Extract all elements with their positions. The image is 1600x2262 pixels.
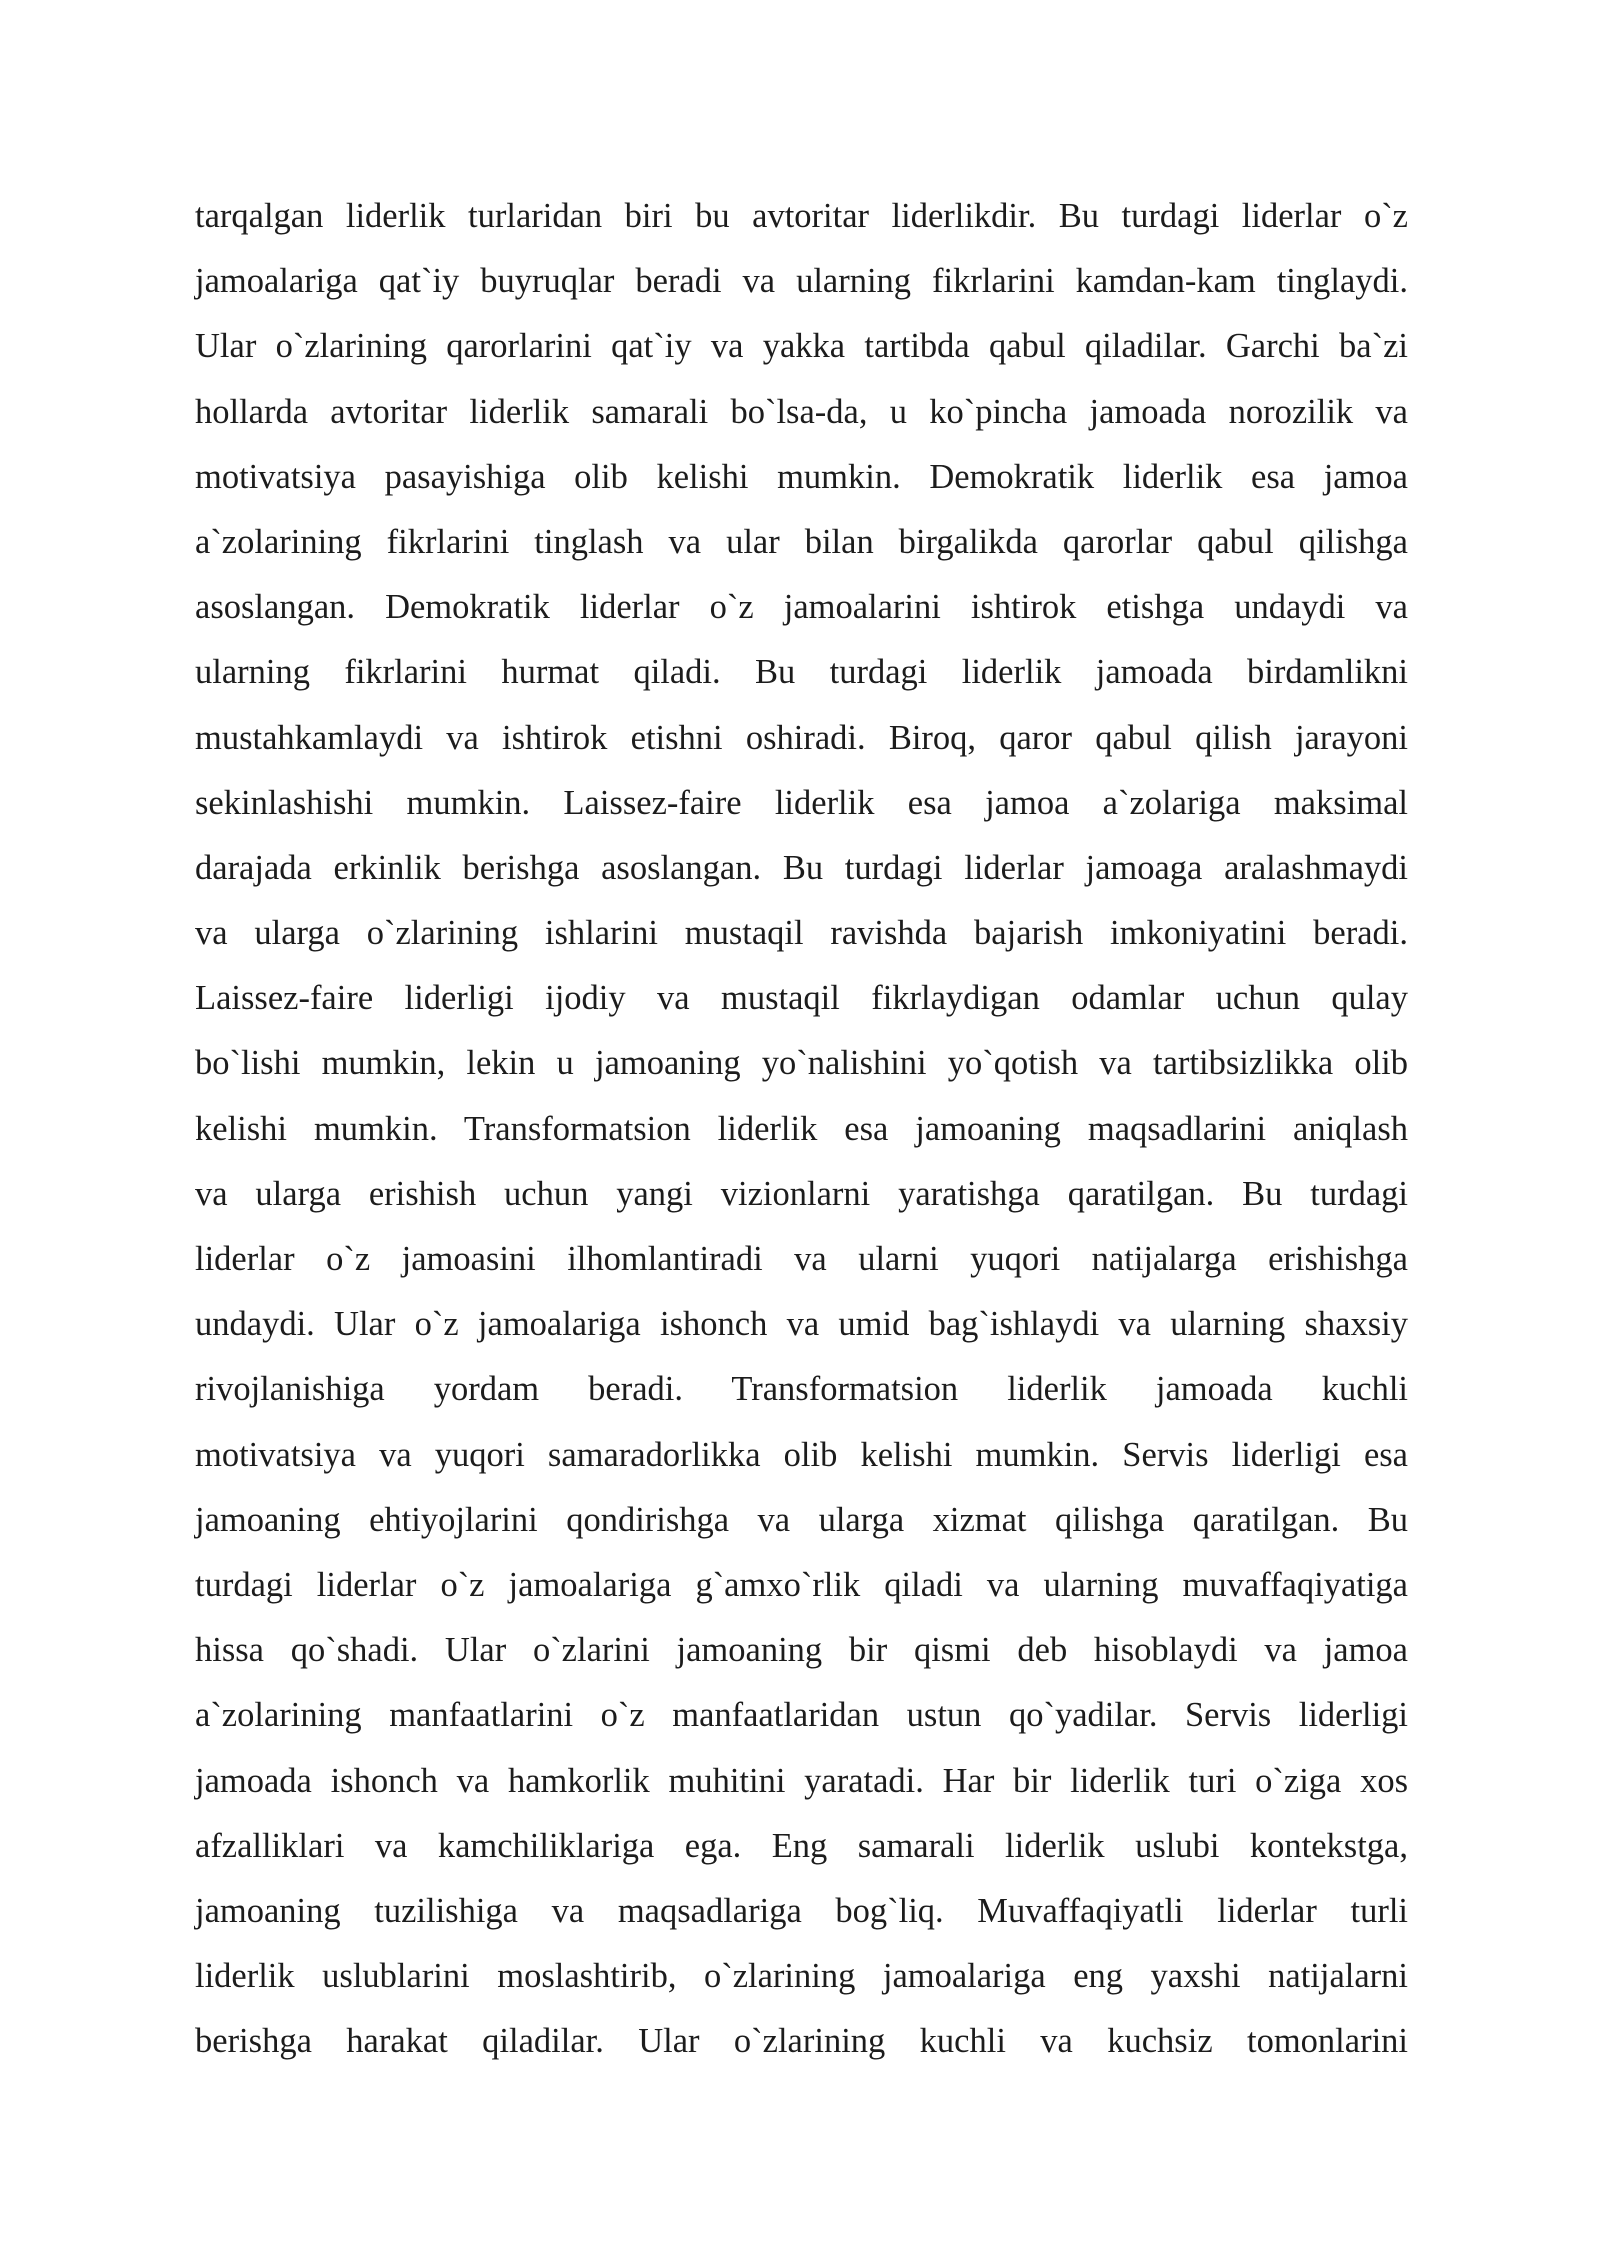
body-text [195,190,1408,2080]
text-line: kelishi mumkin. Transformatsion liderlik esa jamoaning maqsadlarini aniqlash [195,1109,1408,1148]
text-line: va ularga o`zlarining ishlarini mustaqil ravishda bajarish imkoniyatini beradi. [195,914,1408,953]
text-line: tarqalgan liderlik turlaridan biri bu avtoritar liderlikdir. Bu turdagi liderlar o`z [195,197,1408,235]
text-line: Ular o`zlarining qarorlarini qat`iy va yakka tartibda qabul qiladilar. Garchi ba`zi [195,327,1408,366]
text-line: berishga harakat qiladilar. Ular o`zlarining kuchli va kuchsiz tomonlarini [195,2022,1408,2061]
text-line: motivatsiya va yuqori samaradorlikka olib kelishi mumkin. Servis liderligi esa [195,1435,1408,1474]
text-line: Laissez-faire liderligi ijodiy va mustaqil fikrlaydigan odamlar uchun qulay [195,979,1408,1018]
text-line: liderlik uslublarini moslashtirib, o`zlarining jamoalariga eng yaxshi natijalarni [195,1957,1408,1996]
text-line: va ularga erishish uchun yangi vizionlarni yaratishga qaratilgan. Bu turdagi [195,1174,1408,1213]
text-line: afzalliklari va kamchiliklariga ega. Eng samarali liderlik uslubi kontekstga, [195,1826,1408,1865]
text-line: sekinlashishi mumkin. Laissez-faire liderlik esa jamoa a`zolariga maksimal [195,783,1408,822]
text-line: turdagi liderlar o`z jamoalariga g`amxo`rlik qiladi va ularning muvaffaqiyatiga [195,1565,1408,1604]
text-line: rivojlanishiga yordam beradi. Transformatsion liderlik jamoada kuchli [195,1370,1408,1409]
text-line: liderlar o`z jamoasini ilhomlantiradi va ularni yuqori natijalarga erishishga [195,1240,1408,1278]
text-line: motivatsiya pasayishiga olib kelishi mumkin. Demokratik liderlik esa jamoa [195,457,1408,496]
text-line: ularning fikrlarini hurmat qiladi. Bu turdagi liderlik jamoada birdamlikni [195,653,1408,692]
text-line: a`zolarining manfaatlarini o`z manfaatlaridan ustun qo`yadilar. Servis liderligi [195,1696,1408,1735]
text-line: asoslangan. Demokratik liderlar o`z jamoalarini ishtirok etishga undaydi va [195,588,1408,627]
text-line: mustahkamlaydi va ishtirok etishni oshiradi. Biroq, qaror qabul qilish jarayoni [195,718,1408,757]
text-line: bo`lishi mumkin, lekin u jamoaning yo`nalishini yo`qotish va tartibsizlikka olib [195,1044,1408,1083]
text-line: hollarda avtoritar liderlik samarali bo`lsa-da, u ko`pincha jamoada norozilik va [195,392,1408,431]
text-line: undaydi. Ular o`z jamoalariga ishonch va umid bag`ishlaydi va ularning shaxsiy [195,1305,1408,1344]
text-line: hissa qo`shadi. Ular o`zlarini jamoaning bir qismi deb hisoblaydi va jamoa [195,1631,1408,1670]
text-line: jamoaning tuzilishiga va maqsadlariga bog`liq. Muvaffaqiyatli liderlar turli [195,1891,1408,1930]
text-line: darajada erkinlik berishga asoslangan. Bu turdagi liderlar jamoaga aralashmaydi [195,848,1408,887]
text-line: jamoaning ehtiyojlarini qondirishga va ularga xizmat qilishga qaratilgan. Bu [195,1500,1408,1539]
text-line: jamoalariga qat`iy buyruqlar beradi va ularning fikrlarini kamdan-kam tinglaydi. [195,262,1408,301]
text-line: a`zolarining fikrlarini tinglash va ular bilan birgalikda qarorlar qabul qilishga [195,522,1408,561]
text-line: jamoada ishonch va hamkorlik muhitini yaratadi. Har bir liderlik turi o`ziga xos [195,1761,1408,1800]
